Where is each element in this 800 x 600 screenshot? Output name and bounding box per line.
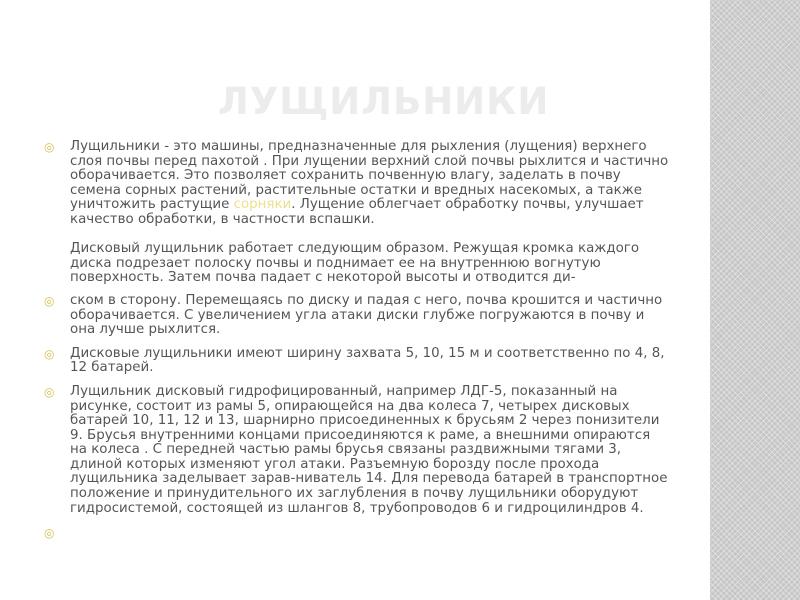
bullet-icon: ◎ xyxy=(44,384,55,399)
paragraph: Лущильник дисковый гидрофицированный, например ЛДГ-5, показанный на рисунке, состоит из рамы 5, опирающейся на два колеса 7, четырех дисковых батарей 10, 11, 12 и 13, шарнирно присоединенных к брусьям 2 через понизители 9. Брусья внутренними концами присоединяются к раме, а внешними опираются на колеса . С передней частью рамы брусья связаны раздвижными тягами 3, длиной которых изменяют угол атаки. Разъемную борозду после прохода лущильника заделывает зарав-ниватель 14. Для перевода батарей в транспортное положение и принудительного их заглубления в почву лущильники оборудуют гидросистемой, состоящей из шлангов 8, трубопроводов 6 и гидроцилиндров 4. xyxy=(70,383,668,516)
list-item xyxy=(44,294,670,338)
paragraph-continuation: Дисковый лущильник работает следующим образом. Режущая кромка каждого диска подрезает полоску почвы и поднимает ее на внутреннюю вогнутую поверхность. Затем почва падает с некоторой высоты и отводится ди- xyxy=(70,241,640,286)
paragraph: ском в сторону. Перемещаясь по диску и падая с него, почва крошится и частично оборачивается. С увеличением угла атаки диски глубже погружаются в почву и она лучше рыхлится. xyxy=(70,292,663,338)
list-item xyxy=(44,385,670,516)
spacer xyxy=(70,228,670,243)
paragraph xyxy=(70,140,670,228)
slide-content xyxy=(44,139,670,541)
paragraph-text: . Лущение облегчает обработку почвы, улучшает качество обработки, в частности вспашки. xyxy=(70,197,644,227)
paragraph: Дисковые лущильники имеют ширину захвата 5, 10, 15 м и соответственно по 4, 8, 12 батарей. xyxy=(70,345,665,376)
link-weeds[interactable]: сорняки xyxy=(233,197,292,213)
list-item xyxy=(44,140,670,286)
bullet-icon: ◎ xyxy=(44,526,55,541)
slide-title: ЛУЩИЛЬНИКИ xyxy=(218,80,550,123)
paragraph-text: Лущильники - это машины, предназначенные для рыхления (лущения) верхнего слоя почвы перед пахотой . При лущении верхний слой почвы рыхлится и частично оборачивается. Это позволяет сохранить почвенную влагу, заделать в почву семена сорных растений, растительные остатки и вредных насекомых, а также уничтожить растущие xyxy=(70,139,669,213)
bullet-icon: ◎ xyxy=(44,293,55,308)
bullet-icon: ◎ xyxy=(44,346,55,361)
bullet-icon: ◎ xyxy=(44,140,55,154)
decorative-side-band xyxy=(710,0,800,600)
list-item xyxy=(44,347,670,376)
